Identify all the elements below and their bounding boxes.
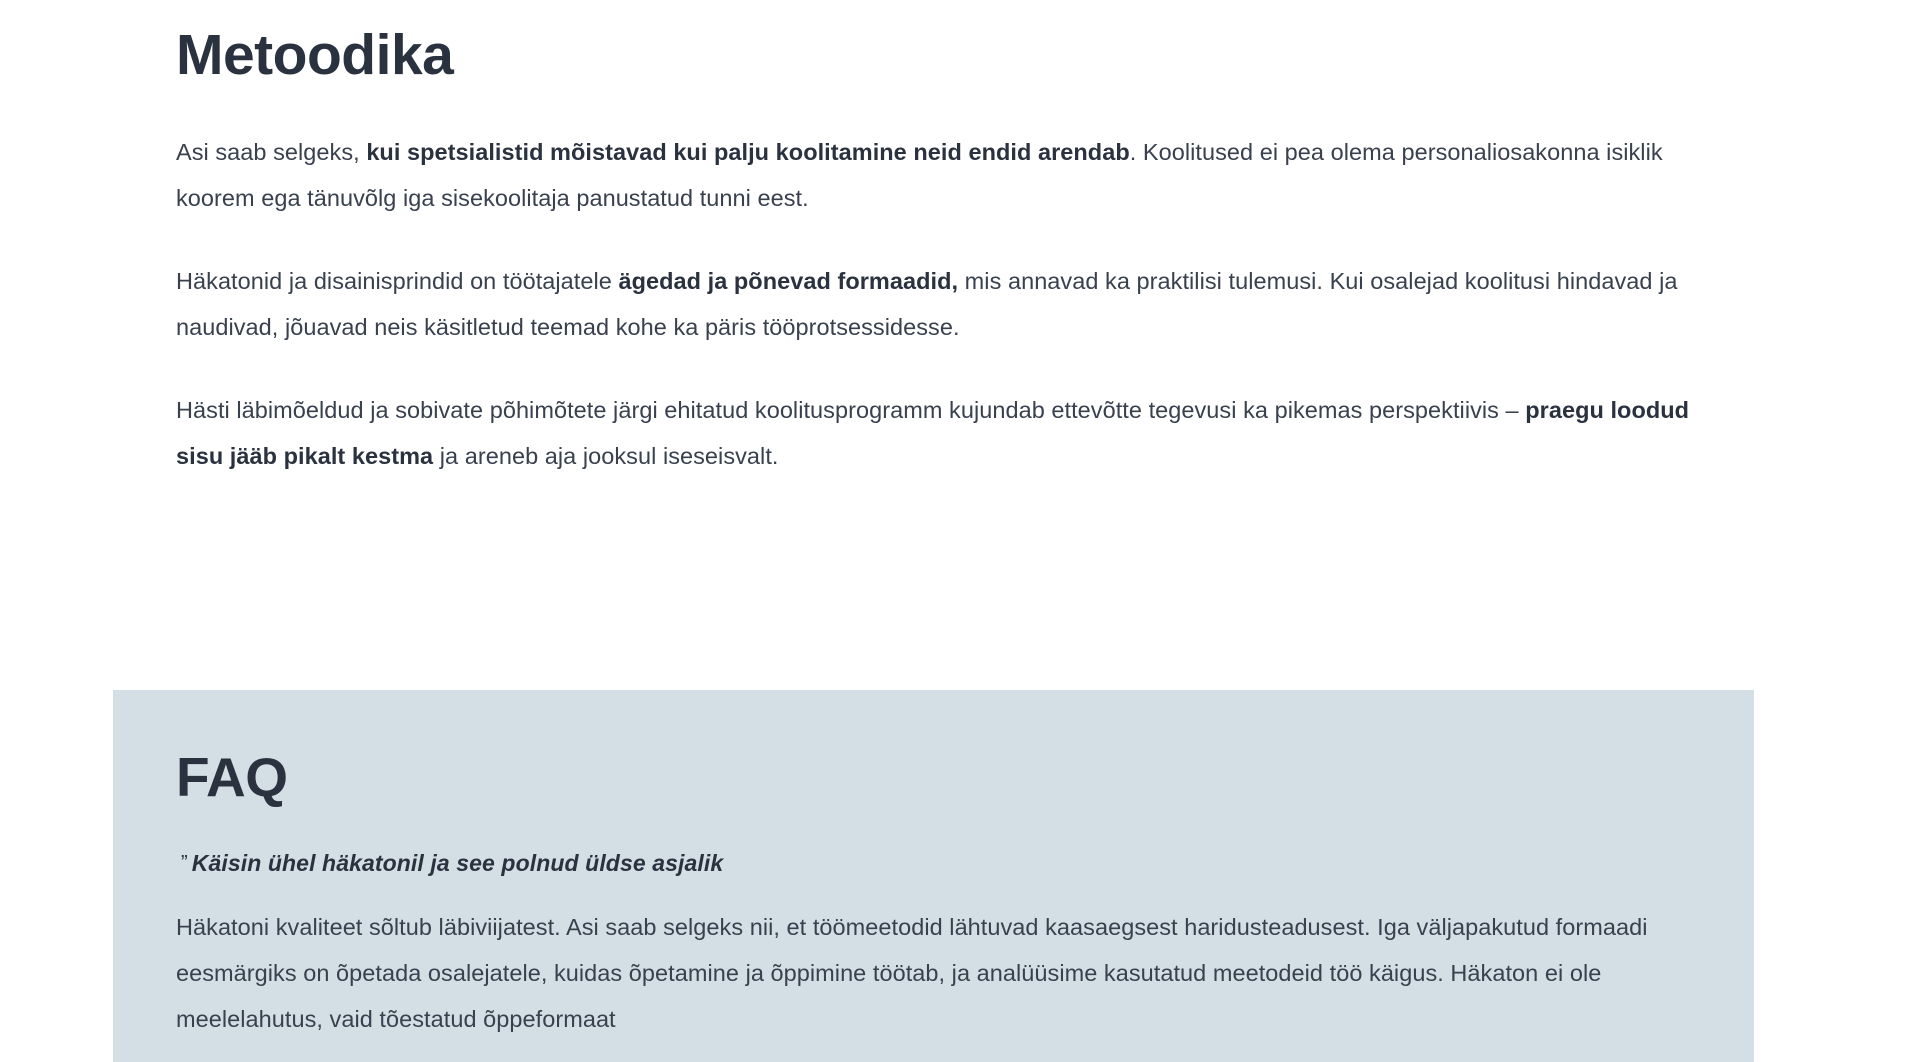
paragraph-3-emphasis: praegu loodud sisu jääb pikalt kestma — [176, 396, 1690, 469]
faq-question — [113, 808, 1754, 877]
page-title: Metoodika — [176, 23, 454, 87]
paragraph-2-emphasis: ägedad ja põnevad formaadid, — [618, 267, 959, 294]
paragraph-2-tail: mis annavad ka praktilisi tulemusi. Kui osalejad koolitusi hindavad ja naudivad, jõuavad neis käsitletud teemad kohe ka päris tööprotsessidesse. — [176, 267, 1678, 340]
faq-section — [113, 690, 1754, 1062]
paragraph-3-lead: Hästi läbimõeldud ja sobivate põhimõtete järgi ehitatud koolitusprogramm kujundab ettevõtte tegevusi ka pikemas perspektiivis – — [176, 396, 1526, 423]
paragraph-1-emphasis: kui spetsialistid mõistavad kui palju koolitamine neid endid arendab — [366, 138, 1130, 165]
methodology-paragraph-1 — [176, 129, 1716, 221]
faq-answer: Häkatoni kvaliteet sõltub läbiviijatest. Asi saab selgeks nii, et töömeetodid lähtuvad kaasaegsest haridusteadusest. Iga väljapakutud formaadi eesmärgiks on õpetada osalejatele, kuidas õpetamine ja õppimine töötab, ja analüüsime kasutatud meetodeid töö käigus. Häkaton ei ole meelelahutus, vaid tõestatud õppeformaat — [176, 913, 1648, 1032]
paragraph-2-lead: Häkatonid ja disainisprindid on töötajatele — [176, 267, 619, 294]
faq-title: FAQ — [176, 746, 288, 808]
paragraph-1-tail: . Koolitused ei pea olema personaliosakonna isiklik koorem ega tänuvõlg iga sisekoolitaja panustatud tunni eest. — [176, 138, 1663, 211]
methodology-section — [176, 0, 1716, 479]
quote-mark-icon: ” — [181, 851, 188, 874]
paragraph-1-lead: Asi saab selgeks, — [176, 138, 367, 165]
faq-question-text: Käisin ühel häkatonil ja see polnud üldse asjalik — [191, 849, 724, 876]
methodology-paragraph-2 — [176, 258, 1716, 350]
paragraph-3-tail: ja areneb aja jooksul iseseisvalt. — [433, 442, 779, 469]
methodology-paragraph-3 — [176, 387, 1716, 479]
